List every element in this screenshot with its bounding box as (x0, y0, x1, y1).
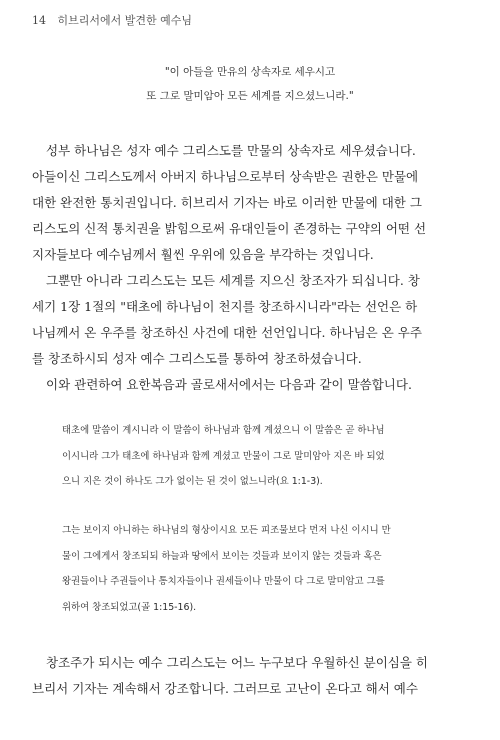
quote-line: 위하여 창조되었고(골 1:15-16). (62, 601, 197, 613)
epigraph-quote (0, 60, 500, 108)
block-quote-colossians (62, 518, 452, 620)
paragraph-line: 나님께서 온 우주를 창조하신 사건에 대한 선언입니다. 하나님은 온 우주 (32, 325, 422, 340)
paragraph-line: 대한 완전한 통치권입니다. 히브리서 기자는 바로 이러한 만물에 대한 그 (32, 195, 422, 210)
quote-line: 태초에 말씀이 계시니라 이 말씀이 하나님과 함께 계셨으니 이 말씀은 곧 하나님 (62, 425, 385, 436)
paragraph-line: 이와 관련하여 요한복음과 골로새서에서는 다음과 같이 말씀합니다. (46, 377, 412, 392)
page-number: 14 (32, 14, 46, 27)
quote-line: 그는 보이지 아니하는 하나님의 형상이시요 모든 피조물보다 먼저 나신 이시니 만 (62, 525, 391, 536)
block-quote-john (62, 418, 452, 495)
body-text-continued (32, 650, 468, 702)
epigraph-line: 또 그로 말미암아 모든 세계를 지으셨느니라." (146, 90, 354, 102)
paragraph-line: 성부 하나님은 성자 예수 그리스도를 만물의 상속자로 세우셨습니다. (46, 143, 416, 158)
quote-line: 왕권들이나 주권들이나 통치자들이나 권세들이나 만물이 다 그로 말미암고 그를 (62, 576, 385, 587)
paragraph-line: 리스도의 신적 통치권을 밝힘으로써 유대인들이 존경하는 구약의 어떤 선 (32, 221, 427, 236)
paragraph-line: 창조주가 되시는 예수 그리스도는 어느 누구보다 우월하신 분이심을 히 (46, 655, 428, 670)
paragraph-line: 지자들보다 예수님께서 훨씬 우위에 있음을 부각하는 것입니다. (32, 247, 374, 262)
page-header (32, 12, 192, 28)
quote-line: 이시니라 그가 태초에 하나님과 함께 계셨고 만물이 그로 말미암아 지은 바 되었 (62, 450, 385, 462)
quote-line: 물이 그에게서 창조되되 하늘과 땅에서 보이는 것들과 보이지 않는 것들과 혹은 (62, 550, 382, 562)
paragraph-line: 그뿐만 아니라 그리스도는 모든 세계를 지으신 창조자가 되십니다. 창 (46, 273, 420, 288)
body-text (32, 138, 468, 398)
paragraph-line: 세기 1장 1절의 "태초에 하나님이 천지를 창조하시니라"라는 선언은 하 (32, 299, 418, 314)
epigraph-line: "이 아들을 만유의 상속자로 세우시고 (164, 66, 336, 78)
paragraph-line: 를 창조하시되 성자 예수 그리스도를 통하여 창조하셨습니다. (32, 351, 362, 366)
running-title: 히브리서에서 발견한 예수님 (57, 14, 193, 27)
quote-line: 으니 지은 것이 하나도 그가 없이는 된 것이 없느니라(요 1:1-3). (62, 476, 323, 487)
paragraph-line: 브리서 기자는 계속해서 강조합니다. 그러므로 고난이 온다고 해서 예수 (32, 681, 418, 696)
paragraph-line: 아들이신 그리스도께서 아버지 하나님으로부터 상속받은 권한은 만물에 (32, 169, 419, 184)
